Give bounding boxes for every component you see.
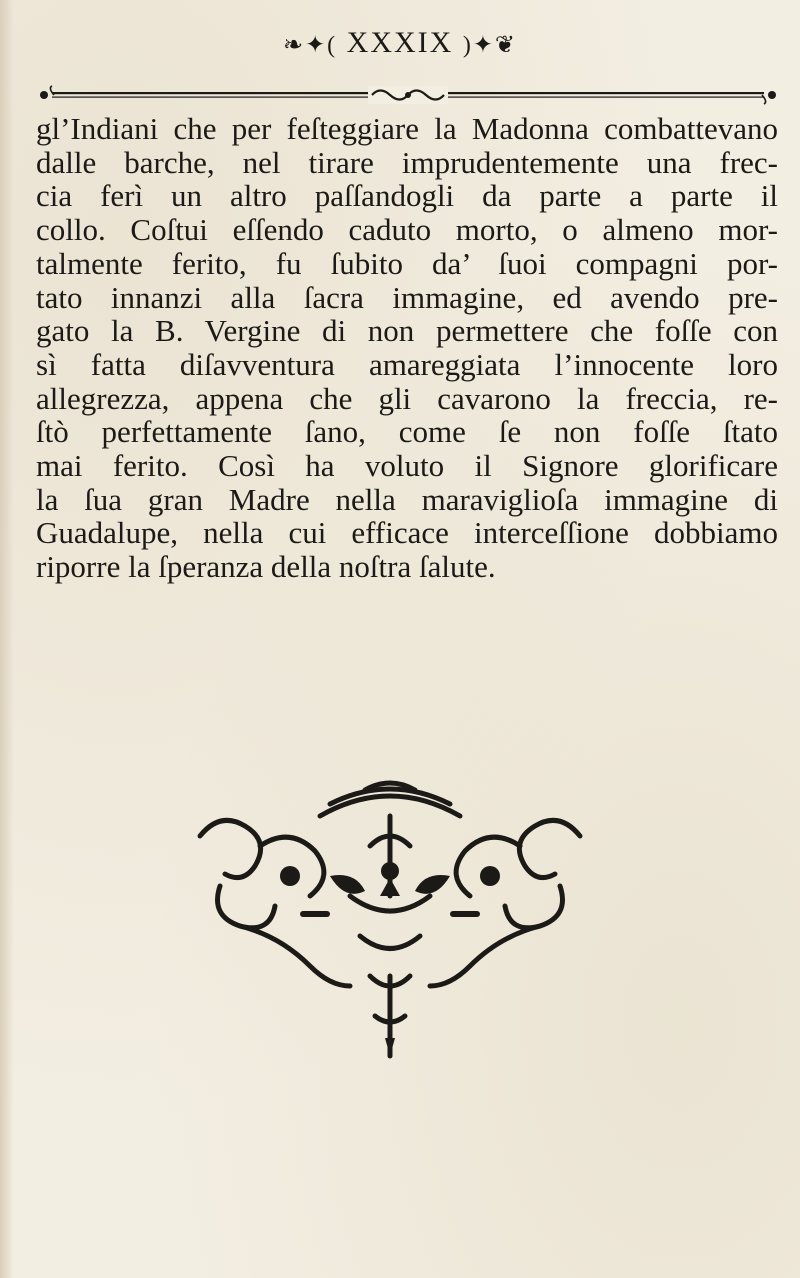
page-numeral: XXXIX [346,26,454,59]
text-line: riporre la ſperanza della noſtra ſalute. [36,549,496,585]
body-text [36,112,778,584]
text-line: ſtò perfettamente ſano, come ſe non foſſe ſtato [36,414,778,450]
header-ornament-left: ❧✦( [282,32,338,59]
text-line: sì fatta diſavventura amareggiata l’innocente loro [36,346,778,382]
text-line: mai ferito. Così ha voluto il Signore glorificare [36,448,778,484]
text-line: tato innanzi alla ſacra immagine, ed avendo pre- [36,279,778,315]
page-gutter-shadow [0,0,14,1278]
text-line: gl’Indiani che per feſteggiare la Madonna combattevano [36,111,778,146]
text-line: Guadalupe, nella cui efficace interceſſione dobbiamo [36,515,778,551]
text-line: collo. Coſtui eſſendo caduto morto, o almeno mor- [36,212,778,248]
text-line: dalle barche, nel tirare imprudentemente una frec- [36,144,778,180]
text-line: allegrezza, appena che gli cavarono la freccia, re- [36,380,778,416]
fleuron-tailpiece-icon [180,776,600,1076]
running-head [0,26,800,60]
text-line: gato la B. Vergine di non permettere che foſſe con [36,313,778,349]
text-line: la ſua gran Madre nella maraviglioſa immagine di [36,481,778,517]
head-rule-ornament [38,84,778,106]
header-ornament-right: )✦❦ [462,32,518,59]
text-line: cia ferì un altro paſſandogli da parte a parte il [36,178,778,214]
text-line: talmente ferito, fu ſubito da’ ſuoi compagni por- [36,245,778,281]
